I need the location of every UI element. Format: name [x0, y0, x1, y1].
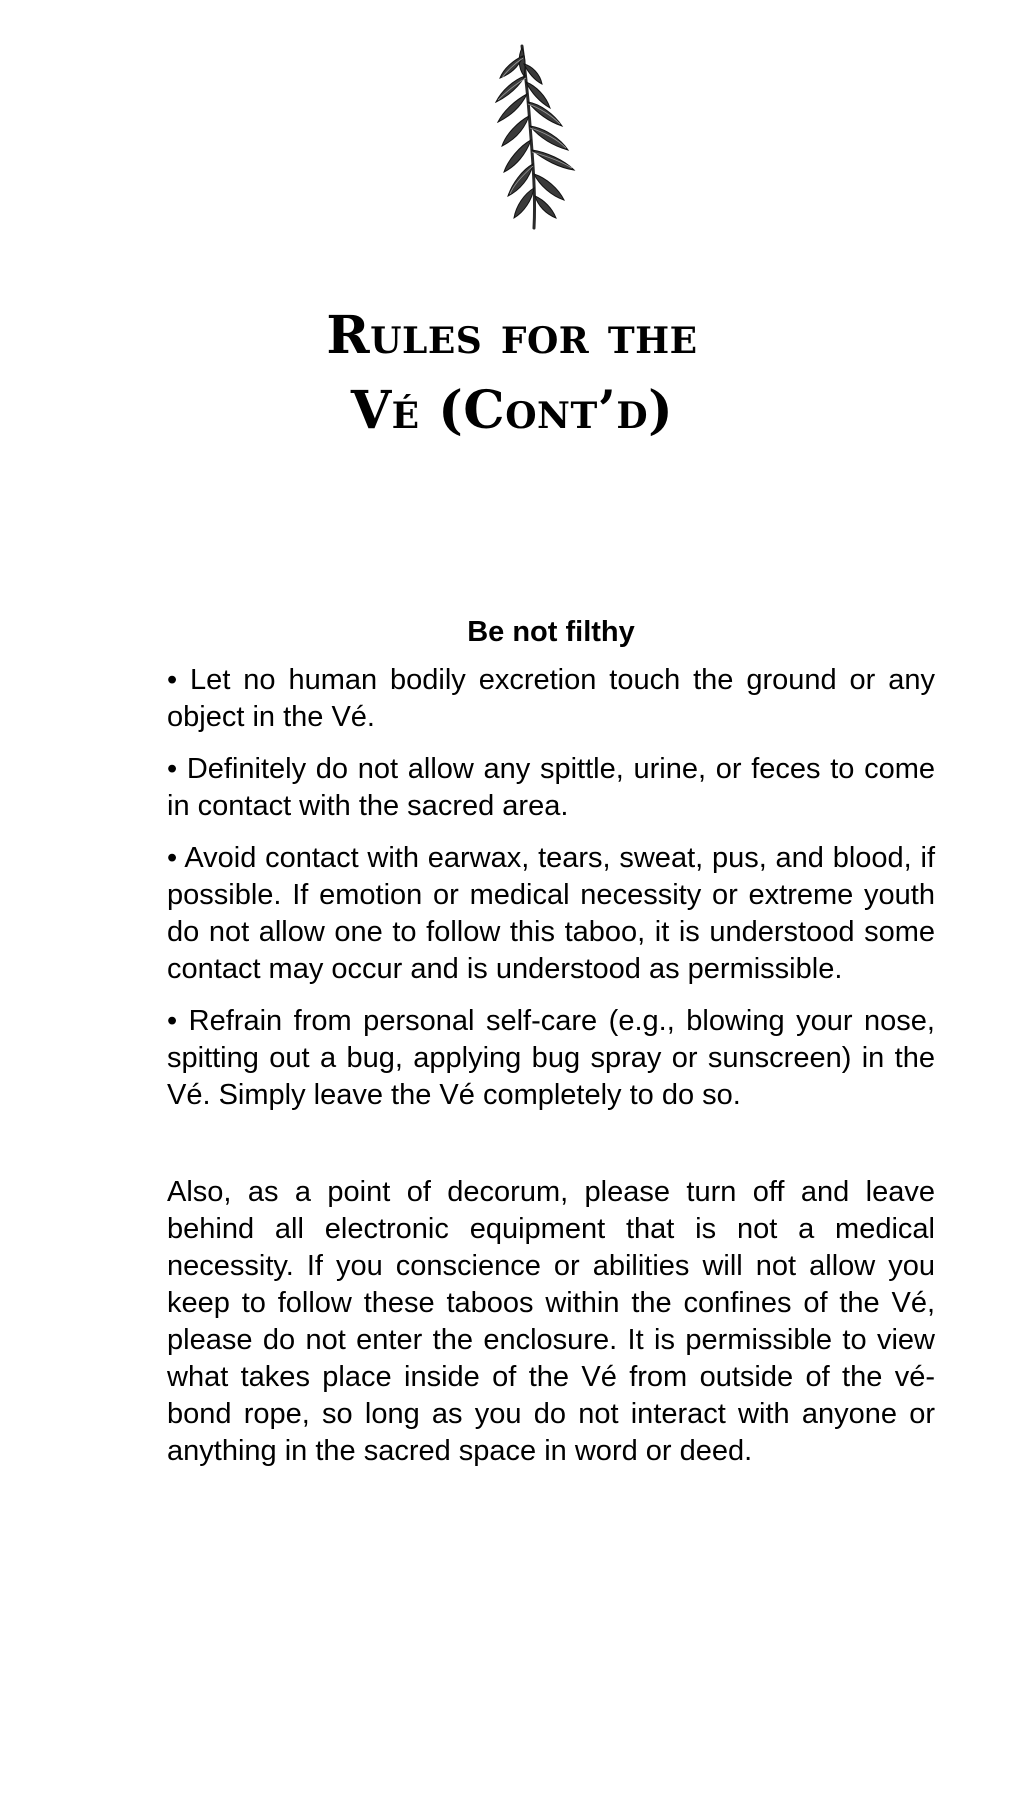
page-title-line-2: Vé (Cont’d) — [350, 380, 674, 441]
rule-item: • Avoid contact with earwax, tears, sweat, pus, and blood, if possible. If emotion or medical necessity or extreme youth do not allow one to follow this taboo, it is understood some contact may occur and is understood as permissible. — [167, 842, 935, 985]
rules-content — [167, 612, 935, 1485]
section-heading: Be not filthy — [467, 616, 635, 648]
rule-item: • Let no human bodily excretion touch the ground or any object in the Vé. — [167, 664, 935, 733]
closing-note: Also, as a point of decorum, please turn off and leave behind all electronic equipment that is not a medical necessity. If you conscience or abilities will not allow you keep to follow these taboos within the confines of the Vé, please do not enter the enclosure. It is permissible to view what takes place inside of the Vé from outside of the vé-bond rope, so long as you do not interact with anyone or anything in the sacred space in word or deed. — [167, 1176, 935, 1467]
page-title — [0, 298, 1024, 448]
rosemary-sprig-icon — [474, 42, 604, 232]
rule-item: • Definitely do not allow any spittle, urine, or feces to come in contact with the sacred area. — [167, 753, 935, 822]
page-title-line-1: Rules for the — [326, 305, 698, 366]
rule-item: • Refrain from personal self-care (e.g., blowing your nose, spitting out a bug, applying bug spray or sunscreen) in the Vé. Simply leave the Vé completely to do so. — [167, 1005, 935, 1111]
